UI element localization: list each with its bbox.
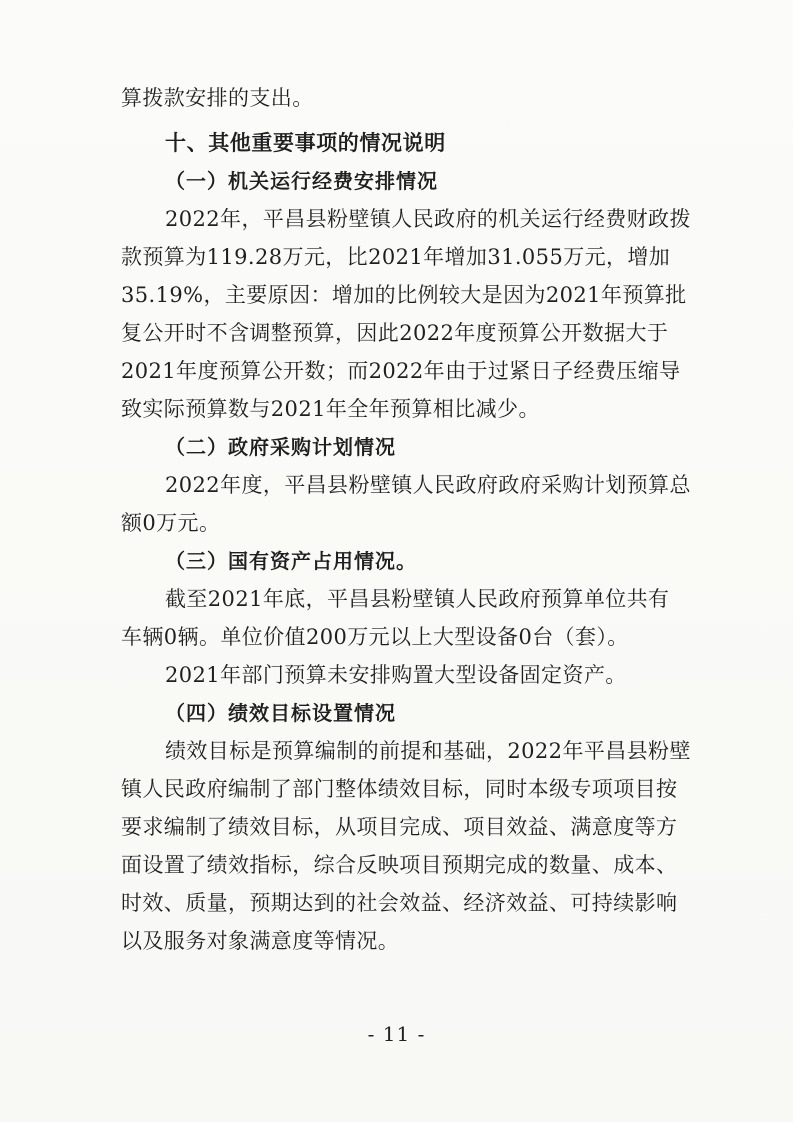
subsection-4-title: （四）绩效目标设置情况 — [165, 701, 396, 725]
subsection-3-title: （三）国有资产占用情况。 — [165, 549, 417, 573]
subsection-1-line-1: 2022年，平昌县粉壁镇人民政府的机关运行经费财政拨 — [165, 207, 691, 231]
section-heading: 十、其他重要事项的情况说明 — [165, 130, 446, 155]
continuation-line: 算拨款安排的支出。 — [121, 86, 314, 110]
subsection-4-line-5: 时效、质量，预期达到的社会效益、经济效益、可持续影响 — [121, 891, 678, 915]
subsection-2-line-1: 2022年度，平昌县粉壁镇人民政府政府采购计划预算总 — [165, 473, 691, 497]
subsection-1-title: （一）机关运行经费安排情况 — [165, 169, 438, 193]
subsection-4-line-4: 面设置了绩效指标，综合反映项目预期完成的数量、成本、 — [121, 853, 678, 877]
subsection-3-line-1: 截至2021年底，平昌县粉壁镇人民政府预算单位共有 — [165, 587, 670, 611]
subsection-4-line-1: 绩效目标是预算编制的前提和基础，2022年平昌县粉壁 — [165, 739, 691, 763]
subsection-4-line-6: 以及服务对象满意度等情况。 — [121, 929, 400, 953]
subsection-1-line-4: 复公开时不含调整预算，因此2022年度预算公开数据大于 — [121, 321, 669, 345]
subsection-2-line-2: 额0万元。 — [121, 511, 221, 535]
subsection-4-line-3: 要求编制了绩效目标，从项目完成、项目效益、满意度等方 — [121, 815, 678, 839]
subsection-1-line-5: 2021年度预算公开数；而2022年由于过紧日子经费压缩导 — [121, 359, 681, 383]
subsection-2-title: （二）政府采购计划情况 — [165, 435, 396, 459]
subsection-4-line-2: 镇人民政府编制了部门整体绩效目标，同时本级专项项目按 — [121, 777, 678, 801]
subsection-3-line-2: 车辆0辆。单位价值200万元以上大型设备0台（套）。 — [121, 625, 629, 649]
page-number: - 11 - — [367, 1022, 426, 1046]
subsection-1-line-2: 款预算为119.28万元，比2021年增加31.055万元，增加 — [121, 245, 671, 269]
subsection-1-line-3: 35.19%，主要原因：增加的比例较大是因为2021年预算批 — [121, 283, 687, 307]
subsection-3-line-3: 2021年部门预算未安排购置大型设备固定资产。 — [165, 663, 627, 687]
subsection-1-line-6: 致实际预算数与2021年全年预算相比减少。 — [121, 397, 540, 421]
